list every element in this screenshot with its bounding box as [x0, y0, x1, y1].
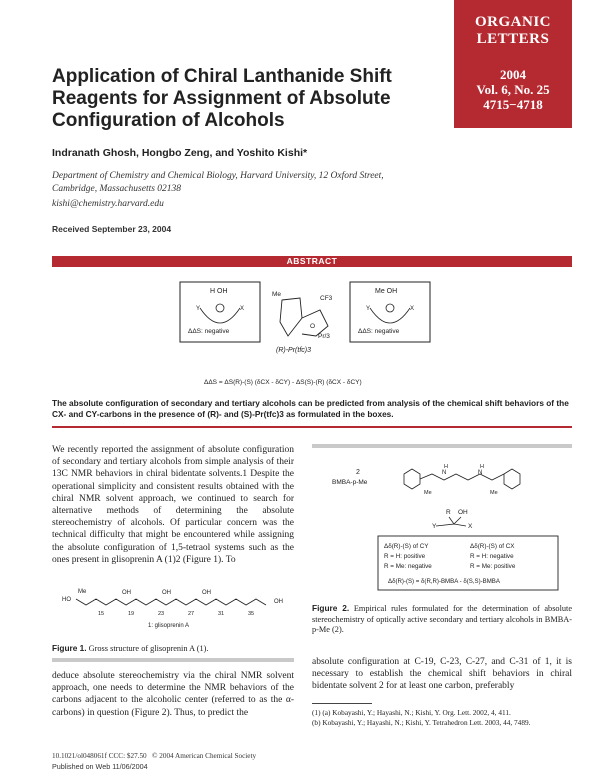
abstract-right-oh: Me OH: [375, 288, 398, 295]
abstract-left-x: X: [240, 306, 245, 312]
journal-year: 2004: [500, 67, 526, 82]
figure-2-y: Y: [432, 523, 437, 530]
journal-pages: 4715−4718: [483, 97, 543, 112]
figure-2-r: R: [446, 509, 451, 516]
figure-1-structure: [52, 585, 294, 631]
figure-2-linker: [420, 474, 504, 480]
figure-2-number: 2: [356, 469, 360, 476]
figure-2-caption-text: Empirical rules formulated for the determination of absolute stereochemistry of optically active secondary and tertiary alcohols in BMBA-p-Me (2).: [312, 604, 573, 634]
figure-1-pos-31: 31: [218, 611, 225, 617]
abstract-heading: ABSTRACT: [52, 256, 572, 267]
figure-2-formula: Δδ(R)-(S) = δ(R,R)-BMBA - δ(S,S)-BMBA: [388, 578, 500, 585]
figure-2-ring-left: [404, 469, 420, 489]
figure-1-me: Me: [78, 589, 87, 595]
figure-1-caption-label: Figure 1.: [52, 643, 87, 653]
figure-1-ho: HO: [62, 597, 71, 603]
figure-2-h-a: H: [444, 464, 448, 470]
abstract-right-label: ΔΔS: negative: [358, 328, 400, 335]
abstract-left-label: ΔΔS: negative: [188, 328, 230, 335]
figure-1-pos-23: 23: [158, 611, 165, 617]
abstract-left-y: Y: [196, 306, 201, 312]
doi-line[interactable]: 10.1021/ol048061f CCC: $27.50: [52, 752, 147, 760]
figure-2-left-rule-head: Δδ(R)-(S) of CY: [384, 543, 429, 550]
journal-name-line2: LETTERS: [476, 31, 550, 47]
figure-2-name: BMBA-p-Me: [332, 479, 368, 486]
figure-1-rule: [52, 658, 294, 662]
figure-1-pos-19: 19: [128, 611, 135, 617]
abstract-right-y: Y: [366, 306, 371, 312]
abstract-divider: [52, 426, 572, 428]
abstract-right-center: [386, 304, 394, 312]
abstract-right-x: X: [410, 306, 415, 312]
abstract-reagent-cf3: CF3: [320, 295, 333, 302]
body-paragraph-3: absolute configuration at C-19, C-23, C-27, and C-31 of 1, it is necessary to establish the chemical shift behaviors in chiral bidentate solvent 2 for at least one carbon, preferably: [312, 657, 572, 692]
affiliation: Department of Chemistry and Chemical Biology, Harvard University, 12 Oxford Street, Cambridge, Massachusetts 02138: [52, 171, 384, 194]
abstract-left-oh: H OH: [210, 288, 228, 295]
figure-2-me-b: Me: [490, 490, 498, 496]
figure-2-caption: [312, 603, 572, 636]
journal-volume: Vol. 6, No. 25: [476, 82, 550, 97]
contact-email[interactable]: kishi@chemistry.harvard.edu: [52, 199, 164, 209]
journal-name-line1: ORGANIC: [474, 14, 551, 30]
abstract-right-arc: [370, 308, 410, 323]
figure-1-oh-b: OH: [162, 590, 171, 596]
abstract-reagent-frame: [280, 298, 328, 336]
figure-1-caption-text: Gross structure of glisoprenin A (1).: [88, 644, 209, 653]
footnote-2: (b) Kobayashi, Y.; Hayashi, N.; Kishi, Y. Tetrahedron Lett. 2003, 44, 7489.: [312, 718, 531, 727]
figure-2-oh: OH: [458, 509, 468, 516]
figure-2-right-rule-head: Δδ(R)-(S) of CX: [470, 543, 515, 550]
figure-1-caption: [52, 643, 294, 653]
author-list: Indranath Ghosh, Hongbo Zeng, and Yoshito Kishi*: [52, 147, 308, 159]
body-paragraph-1: We recently reported the assignment of absolute configuration of secondary and tertiary alcohols from simple analysis of their 13C NMR behaviors in chiral bidentate solvents.1 Despite the operational simplicity and consistent results obtained with the chiral NMR solvent approach, we continued to search for alternative methods of determining the absolute stereochemistry of alcohols. Of particular concern was the technical difficulty that might be encountered while assigning the absolute configuration of 1,5-tetraol systems such as the ones present in glisoprenin A (1)2 (Figure 1). To: [52, 445, 294, 565]
abstract-graphic: [170, 278, 440, 392]
figure-2-right-rule-1: R = H: negative: [470, 553, 514, 560]
abstract-reagent-o: O: [310, 323, 316, 330]
figure-2-me-a: Me: [424, 490, 432, 496]
published-date: Published on Web 11/06/2004: [52, 762, 148, 771]
footnote-divider: [312, 703, 372, 704]
figure-2-ring-right: [504, 469, 520, 489]
abstract-equation: ΔΔS = ΔS(R)-(S) (δCX - δCY) - ΔS(S)-(R) (δCX - δCY): [204, 379, 362, 386]
figure-2-h-b: H: [480, 464, 484, 470]
figure-1-pos-15: 15: [98, 611, 105, 617]
abstract-text: The absolute configuration of secondary and tertiary alcohols can be predicted from analysis of the chemical shift behaviors of the CX- and CY-carbons in the presence of (R)- and (S)-Pr(tfc)3 as formulated in the boxes.: [52, 398, 569, 419]
figure-2-x: X: [468, 523, 473, 530]
abstract-reagent-label: (R)-Pr(tfc)3: [276, 347, 311, 354]
figure-2-left-rule-1: R = H: positive: [384, 553, 426, 560]
figure-1-oh-c: OH: [202, 590, 211, 596]
journal-badge: [454, 0, 572, 128]
figure-1-chain: [76, 599, 266, 605]
figure-1-oh-a: OH: [122, 590, 131, 596]
footnotes: [312, 708, 572, 728]
figure-1-pos-35: 35: [248, 611, 255, 617]
footnote-1: (1) (a) Kobayashi, Y.; Hayashi, N.; Kishi, Y. Org. Lett. 2002, 4, 411.: [312, 708, 511, 717]
figure-2-rule: [312, 444, 572, 448]
figure-1-compound-label: 1: glisoprenin A: [148, 623, 190, 629]
figure-2-left-rule-2: R = Me: negative: [384, 563, 432, 570]
abstract-left-arc: [200, 308, 240, 323]
figure-2-structure: [318, 462, 568, 594]
abstract-reagent-me: Me: [272, 291, 282, 298]
figure-1-oh-d: OH: [274, 599, 283, 605]
body-paragraph-2: deduce absolute stereochemistry via the chiral NMR solvent approach, one needs to determine the NMR behaviors of the carbons adjacent to the alcoholic center (referred to as the α-carbons) in question (Figure 2). Thus, to predict the: [52, 671, 294, 718]
abstract-reagent-pr: Pr/3: [318, 333, 330, 340]
copyright-line: © 2004 American Chemical Society: [152, 752, 257, 760]
figure-2-n-a: N: [442, 470, 447, 476]
abstract-left-center: [216, 304, 224, 312]
figure-2-n-b: N: [478, 470, 483, 476]
figure-2-caption-label: Figure 2.: [312, 603, 350, 613]
figure-1-pos-27: 27: [188, 611, 195, 617]
figure-2-right-rule-2: R = Me: positive: [470, 563, 516, 570]
figure-2-bonds: [436, 517, 466, 526]
received-date: Received September 23, 2004: [52, 224, 172, 234]
article-title: Application of Chiral Lanthanide Shift Reagents for Assignment of Absolute Configuration of Alcohols: [52, 66, 392, 131]
